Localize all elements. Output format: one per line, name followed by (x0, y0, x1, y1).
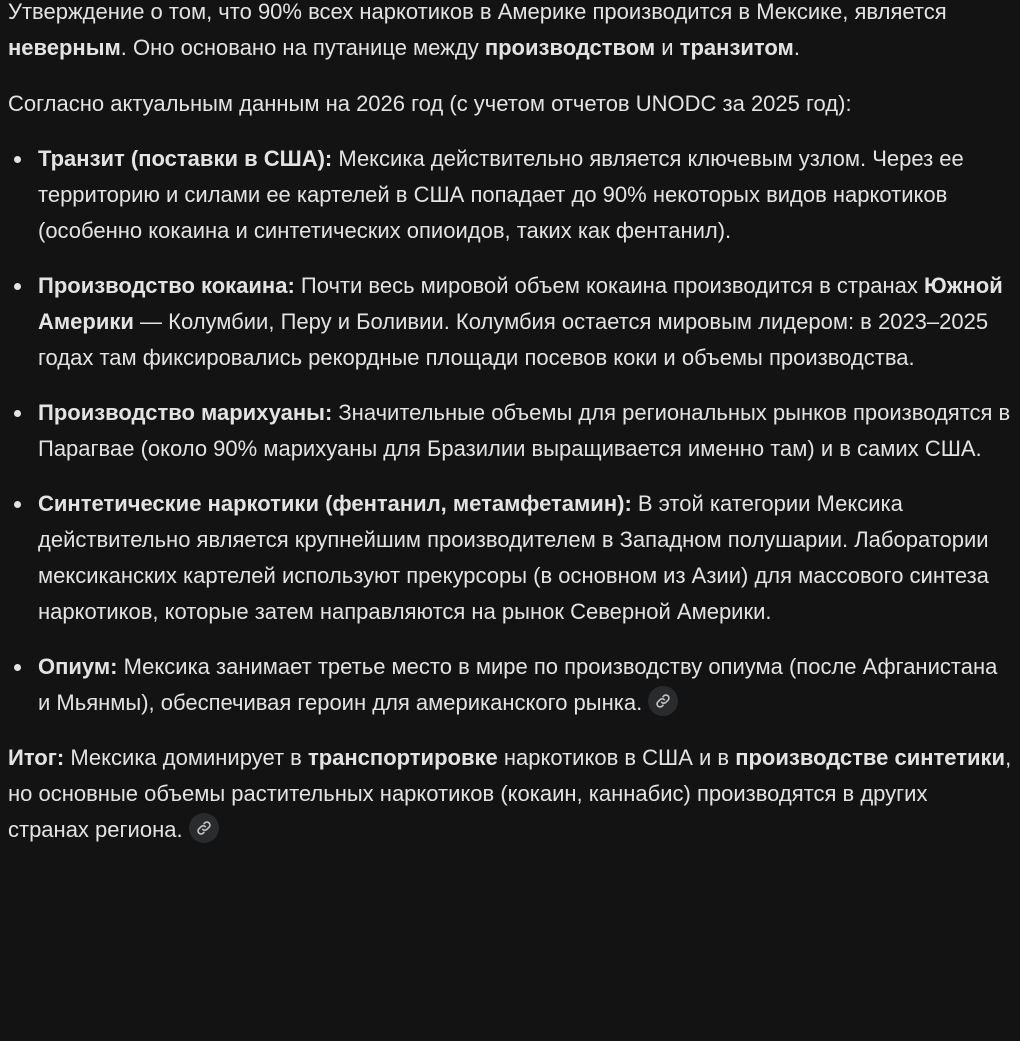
response-body (8, 0, 1013, 848)
link-icon (655, 693, 671, 709)
list-item-title: Синтетические наркотики (фентанил, метамфетамин): (38, 491, 632, 516)
link-icon (196, 820, 212, 836)
list-item-text: Почти весь мировой объем кокаина производится в странах (294, 273, 924, 298)
source-link-button[interactable] (189, 813, 219, 843)
list-item-text: В этой категории Мексика действительно является крупнейшим производителем в Западном полушарии. Лаборатории мексиканских картелей используют прекурсоры (в основном из Азии) для массового синтеза наркотиков, которые затем направляются на рынок Северной Америки. (38, 491, 989, 624)
list-item-text: — Колумбии, Перу и Боливии. Колумбия остается мировым лидером: в 2023–2025 годах там фиксировались рекордные площади посевов коки и объемы производства. (38, 309, 989, 370)
list-item-synthetics (8, 486, 1013, 630)
intro-bold-production: производством (484, 35, 656, 60)
list-item-text: Значительные объемы для региональных рынков производятся в Парагвае (около 90% марихуаны для Бразилии выращивается именно там) и в самих США. (38, 400, 1011, 461)
intro-paragraph (8, 0, 1013, 66)
list-item-text: Мексика действительно является ключевым узлом. Через ее территорию и силами ее картелей в США попадает до 90% некоторых видов наркотиков (особенно кокаина и синтетических опиоидов, таких как фентанил). (38, 146, 964, 243)
summary-label: Итог: (8, 745, 65, 770)
intro-text-4: . (793, 35, 800, 60)
intro-bold-transit: транзитом (679, 35, 794, 60)
list-item-title: Транзит (поставки в США): (38, 146, 333, 171)
summary-paragraph (8, 740, 1013, 848)
facts-list (8, 141, 1013, 721)
list-item-cocaine (8, 268, 1013, 376)
intro-text-3: и (655, 35, 680, 60)
list-item-title: Опиум: (38, 654, 118, 679)
summary-bold-transport: транспортировке (307, 745, 498, 770)
intro-text-2: . Оно основано на путанице между (120, 35, 485, 60)
summary-text-1: Мексика доминирует в (64, 745, 308, 770)
intro-text-1: Утверждение о том, что 90% всех наркотиков в Америке производится в Мексике, является (8, 0, 947, 24)
summary-text-2: наркотиков в США и в (497, 745, 736, 770)
list-item-text: Мексика занимает третье место в мире по производству опиума (после Афганистана и Мьянмы), обеспечивая героин для американского рынка. (38, 654, 998, 715)
list-item-opium (8, 649, 1013, 721)
list-item-bold-south-america: Южной Америки (38, 273, 1003, 334)
source-link-button[interactable] (648, 686, 678, 716)
intro-bold-incorrect: неверным (8, 35, 121, 60)
lead-paragraph: Согласно актуальным данным на 2026 год (с учетом отчетов UNODC за 2025 год): (8, 91, 852, 116)
list-item-transit (8, 141, 1013, 249)
summary-text-3: , но основные объемы растительных наркотиков (кокаин, каннабис) производятся в других странах региона. (8, 745, 1012, 842)
list-item-marijuana (8, 395, 1013, 467)
list-item-title: Производство кокаина: (38, 273, 295, 298)
list-item-title: Производство марихуаны: (38, 400, 333, 425)
summary-bold-synthetics: производстве синтетики (735, 745, 1006, 770)
